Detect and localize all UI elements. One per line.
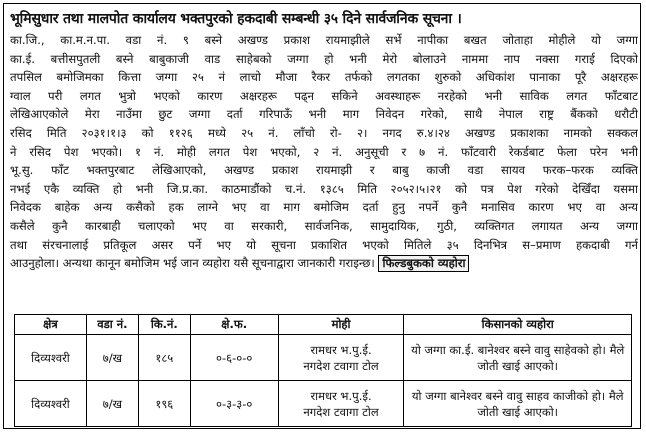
body-line: भू.सु. फाँट भक्तपुरबाट लेखिआएको, अखण्ड प्रकाश रायमाझी र बाबु काजी वडा सायव फरक–फरक व्यक्ति <box>10 163 638 178</box>
body-line: कसैले कुनै कारबाही चलाएको भए वा सरकारी, सार्वजनिक, सामुदायिक, गुठी, व्यक्तिगत लगायत अन्य जग्गा <box>10 218 638 233</box>
header-kitta: कि.नं. <box>138 315 190 335</box>
body-line: रसिद मिति २०३१।१।३ को ११२६ मध्ये २५ नं. लाँचो रो- २। नगद रु.४।२४ अखण्ड प्रकाशका नामको सक्कल <box>10 125 638 140</box>
header-size: क्षे.फ. <box>190 315 278 335</box>
table-row <box>15 335 632 381</box>
body-line: लेखिआएकोले मेरा नाउँमा छुट जग्गा दर्ता गरिपाऊँ भनी माग निवेदन गरेको, साथै नेपाल राष्ट्र बैंकको धरौटी <box>10 107 638 122</box>
fieldbook-note-label: फिल्डबुकको व्यहोरा <box>378 255 469 272</box>
cell-kitta: १९६ <box>138 381 190 427</box>
cell-size: ०-६-०-० <box>190 335 278 381</box>
closing-sentence: आउनुहोला। अन्यथा कानून बमोजिम भई जान व्यहोरा यसै सूचनाद्वारा जानकारी गराइन्छ। <box>10 256 375 271</box>
header-area: क्षेत्र <box>15 315 87 335</box>
cell-tenant: रामधर भ.पु.ई. नगदेश टवागा टोल <box>278 335 404 381</box>
header-ward: वडा नं. <box>86 315 138 335</box>
cell-remark: यो जग्गा का.ई. बानेश्वर बस्ने वावु साहेवको हो। मैले जोती खाई आएको। <box>404 335 632 381</box>
table-row <box>15 381 632 427</box>
cell-area: दिव्यश्वरी <box>15 335 87 381</box>
cell-remark: यो जग्गा बानेश्वर बस्ने वावु साहव काजीको हो। मैले जोती खाई आएको। <box>404 381 632 427</box>
body-line: तपसिल बमोजिमका कित्ता जग्गा २५ नं लाचो मौजा रैकर तर्फको लगतका शुरुको अधिकांश पानाका पूरै अक्षरहरू <box>10 70 638 85</box>
body-line: नभई एकै व्यक्ति हो भनी जि.प्र.का. काठमाडौंको च.नं. १३८५ मिति २०५२।५।२१ को पत्र पेश गरेको देखिँदा यसमा <box>10 181 638 196</box>
table-header-row <box>15 315 632 335</box>
parcel-table <box>14 314 632 427</box>
body-line: ने रसिद पेश भएको। १ नं. मोही लगत पेश भएको, २ नं. अनुसूची र ७ नं. फाँटवारी रेकर्डबाट फेला परेन भनी <box>10 144 638 159</box>
body-line: ग्वाल परी लगत भुत्रो भएको कारण अक्षरहरू पढ्न सकिने अवस्थाहरू नरहेको भनी साविक लगत फाँटबाट <box>10 88 638 103</box>
public-notice <box>3 3 641 429</box>
cell-tenant: रामधर भ.पु.ई. नगदेश टवागा टोल <box>278 381 404 427</box>
body-last-line <box>10 254 638 273</box>
header-remark: किसानको व्यहोरा <box>404 315 632 335</box>
cell-ward: ७/ख <box>86 335 138 381</box>
header-tenant: मोही <box>278 315 404 335</box>
body-line: निवेदक बाहेक अन्य कसैको हक लाग्ने भए वा माग बमोजिम दर्ता हुनु नपर्ने कुनै मनासिव कारण भए वा अन्य <box>10 200 638 215</box>
notice-body <box>10 31 638 273</box>
cell-size: ०-३-३-० <box>190 381 278 427</box>
body-line: का.ई. बत्तीसपुतली बस्ने बाबुकाजी वाड साहेबको जग्गा हो भनी मेरो बोलाउने नाममा नाप नक्सा गराई दिएको <box>10 51 638 66</box>
body-line: का.जि., का.म.न.पा. वडा नं. ९ बस्ने अखण्ड प्रकाश रायमाझीले सर्भे नापीका बखत जोताहा मोहीले यो जग्गा <box>10 33 638 47</box>
cell-ward: ७/ख <box>86 381 138 427</box>
body-line: तथा संरचनालाई प्रतिकूल असर पर्ने भए यो सूचना प्रकाशित भएको मितिले ३५ दिनभित्र स–प्रमाण हकदाबी गर्न <box>10 237 638 252</box>
cell-area: दिव्यश्वरी <box>15 381 87 427</box>
cell-kitta: १८५ <box>138 335 190 381</box>
notice-title: भूमिसुधार तथा मालपोत कार्यालय भक्तपुरको हकदाबी सम्बन्धी ३५ दिने सार्वजनिक सूचना । <box>10 11 462 27</box>
